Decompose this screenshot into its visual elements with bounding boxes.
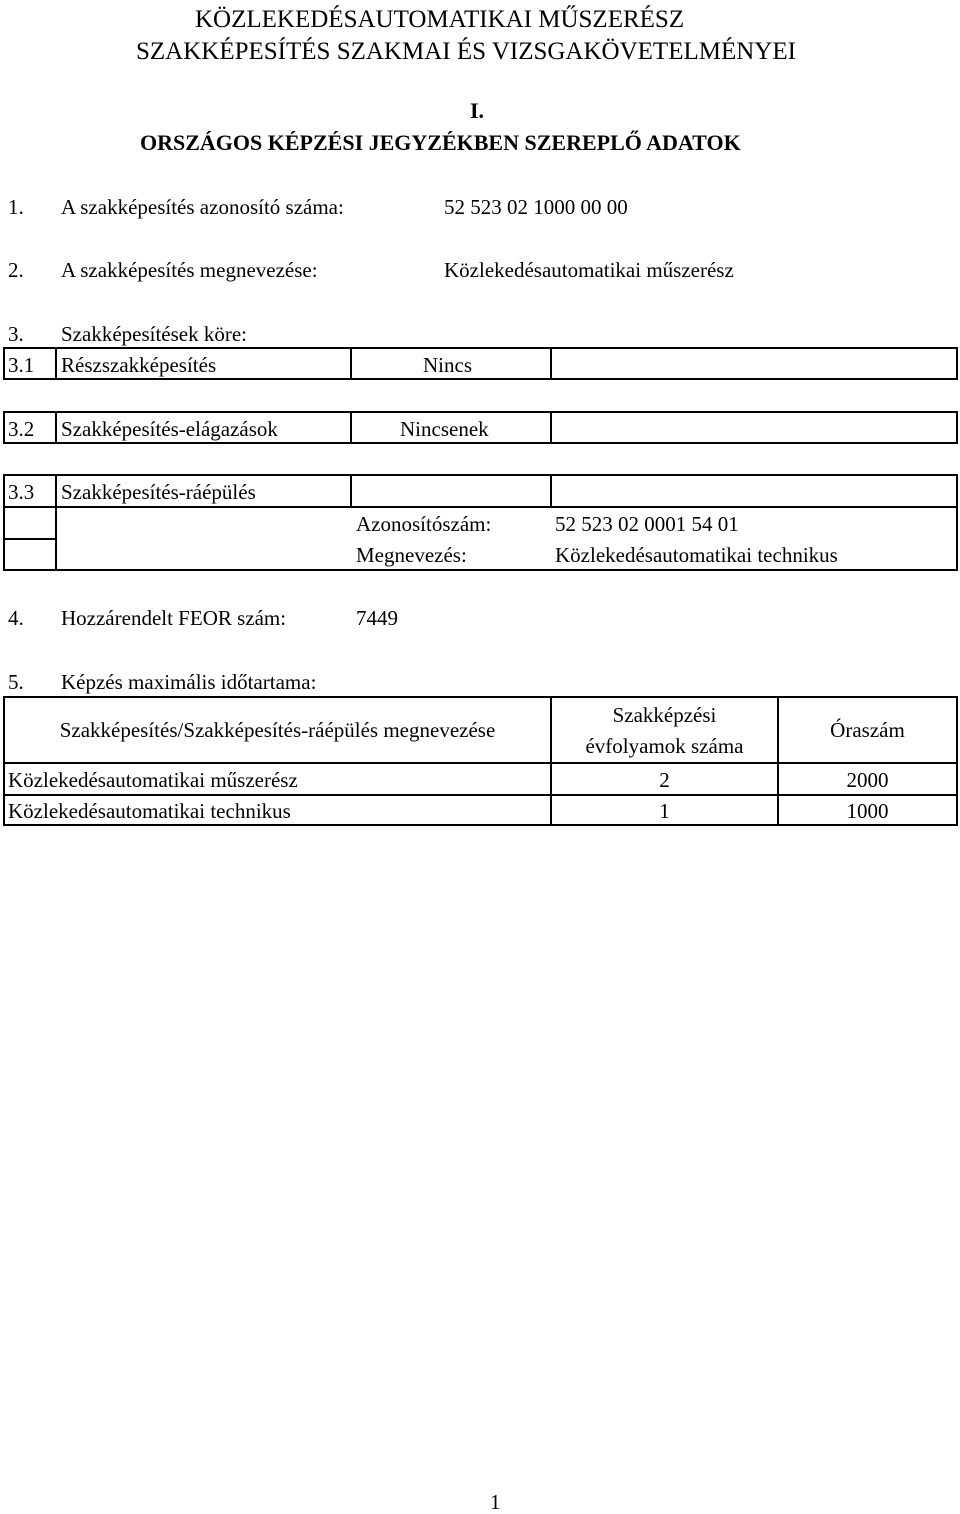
item3-label: Szakképesítések köre: <box>61 322 248 346</box>
item3-3-name-label: Megnevezés: <box>356 543 467 567</box>
item2-number: 2. <box>8 258 24 282</box>
item3-3-id-value: 52 523 02 0001 54 01 <box>555 512 739 536</box>
item5-number: 5. <box>8 670 24 694</box>
table-header-name: Szakképesítés/Szakképesítés-ráépülés megnevezése <box>59 718 496 742</box>
table-row-2-years: 1 <box>659 799 670 823</box>
item2-label: A szakképesítés megnevezése: <box>61 258 318 282</box>
item3-3-label: Szakképesítés-ráépülés <box>61 480 256 504</box>
item4-number: 4. <box>8 606 24 630</box>
item1-label: A szakképesítés azonosító száma: <box>61 195 344 219</box>
item1-number: 1. <box>8 195 24 219</box>
document-title-line1: KÖZLEKEDÉSAUTOMATIKAI MŰSZERÉSZ <box>195 6 685 33</box>
item3-3-number: 3.3 <box>8 480 35 504</box>
table-row-2-hours: 1000 <box>846 799 889 823</box>
item3-2-number: 3.2 <box>8 417 35 441</box>
page-number: 1 <box>490 1490 501 1514</box>
table-header-years-line2: évfolyamok száma <box>585 734 744 758</box>
item3-2-value: Nincsenek <box>400 417 489 441</box>
item3-2-label: Szakképesítés-elágazások <box>61 417 278 441</box>
item3-1-number: 3.1 <box>8 353 35 377</box>
table-row-1-years: 2 <box>659 768 670 792</box>
table-row-2-name: Közlekedésautomatikai technikus <box>8 799 291 823</box>
section-number: I. <box>470 98 485 123</box>
table-row-1-name: Közlekedésautomatikai műszerész <box>8 768 298 792</box>
section-title: ORSZÁGOS KÉPZÉSI JEGYZÉKBEN SZEREPLŐ ADATOK <box>140 130 741 155</box>
item3-number: 3. <box>8 322 24 346</box>
item1-value: 52 523 02 1000 00 00 <box>444 195 628 219</box>
table-header-years-line1: Szakképzési <box>612 703 717 727</box>
item5-label: Képzés maximális időtartama: <box>61 670 317 694</box>
item3-3-id-label: Azonosítószám: <box>356 512 492 536</box>
document-title-line2: SZAKKÉPESÍTÉS SZAKMAI ÉS VIZSGAKÖVETELMÉNYEI <box>136 38 796 65</box>
item3-1-value: Nincs <box>423 353 472 377</box>
item4-value: 7449 <box>356 606 398 630</box>
table-header-hours: Óraszám <box>830 718 905 742</box>
item3-3-name-value: Közlekedésautomatikai technikus <box>555 543 838 567</box>
table-row-1-hours: 2000 <box>846 768 889 792</box>
item4-label: Hozzárendelt FEOR szám: <box>61 606 287 630</box>
item3-1-label: Részszakképesítés <box>61 353 217 377</box>
item2-value: Közlekedésautomatikai műszerész <box>444 258 734 282</box>
